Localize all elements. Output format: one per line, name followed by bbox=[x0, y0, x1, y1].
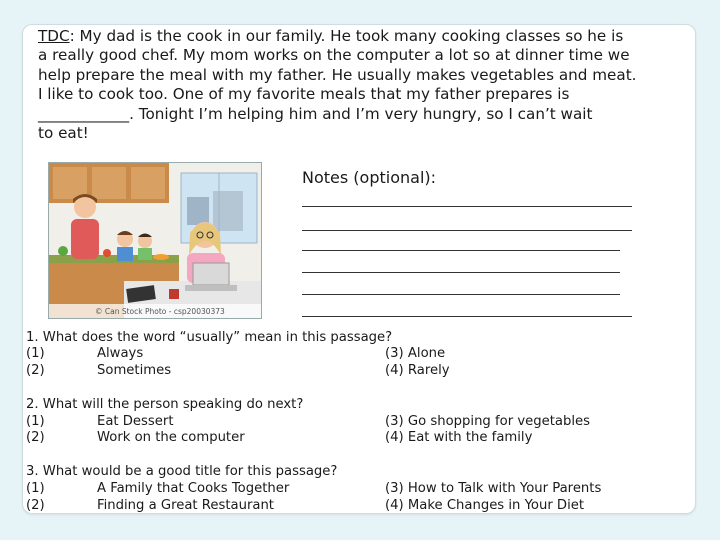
q1-option-1-num: (1) bbox=[26, 346, 45, 361]
passage-line-4: I like to cook too. One of my favorite meals that my father prepares is bbox=[38, 85, 570, 104]
notes-title: Notes (optional): bbox=[302, 168, 437, 187]
q1-option-1-text[interactable]: Always bbox=[97, 346, 144, 361]
question-2-prompt: 2. What will the person speaking do next? bbox=[26, 397, 304, 412]
notes-line-6 bbox=[302, 316, 632, 317]
q3-option-3[interactable]: (3) How to Talk with Your Parents bbox=[385, 481, 602, 496]
passage-line-1: TDC: My dad is the cook in our family. He took many cooking classes so he is bbox=[38, 27, 624, 45]
q3-option-2-text[interactable]: Finding a Great Restaurant bbox=[97, 498, 274, 513]
q2-option-2-num: (2) bbox=[26, 430, 45, 445]
passage-line-5: ____________. Tonight I’m helping him and I’m very hungry, so I can’t wait bbox=[38, 104, 593, 123]
notes-line-4 bbox=[302, 272, 620, 273]
question-3-prompt: 3. What would be a good title for this passage? bbox=[26, 464, 338, 479]
notes-line-5 bbox=[302, 294, 620, 295]
notes-line-2 bbox=[302, 230, 632, 231]
question-1-prompt: 1. What does the word “usually” mean in this passage? bbox=[26, 330, 393, 345]
q1-option-2-num: (2) bbox=[26, 363, 45, 378]
tdc-label: TDC bbox=[38, 27, 70, 45]
watermark-text: © Can Stock Photo - csp20030373 bbox=[95, 307, 225, 316]
q1-option-4[interactable]: (4) Rarely bbox=[385, 363, 450, 378]
q2-option-2-text[interactable]: Work on the computer bbox=[97, 430, 245, 445]
reading-passage bbox=[38, 27, 686, 143]
cooking-scene-image bbox=[49, 163, 261, 318]
notes-line-1 bbox=[302, 206, 632, 207]
passage-line-3: help prepare the meal with my father. He usually makes vegetables and meat. bbox=[38, 65, 637, 84]
passage-line-2: a really good chef. My mom works on the computer a lot so at dinner time we bbox=[38, 46, 630, 65]
q2-option-3[interactable]: (3) Go shopping for vegetables bbox=[385, 414, 590, 429]
passage-line-6: to eat! bbox=[38, 124, 89, 143]
q2-option-1-text[interactable]: Eat Dessert bbox=[97, 414, 174, 429]
family-cooking-illustration bbox=[48, 162, 262, 319]
q1-option-2-text[interactable]: Sometimes bbox=[97, 363, 172, 378]
q2-option-4[interactable]: (4) Eat with the family bbox=[385, 430, 533, 445]
q1-option-3[interactable]: (3) Alone bbox=[385, 346, 446, 361]
q3-option-1-num: (1) bbox=[26, 481, 45, 496]
q3-option-4[interactable]: (4) Make Changes in Your Diet bbox=[385, 498, 585, 513]
q2-option-1-num: (1) bbox=[26, 414, 45, 429]
notes-line-3 bbox=[302, 250, 620, 251]
q3-option-1-text[interactable]: A Family that Cooks Together bbox=[97, 481, 290, 496]
q3-option-2-num: (2) bbox=[26, 498, 45, 513]
